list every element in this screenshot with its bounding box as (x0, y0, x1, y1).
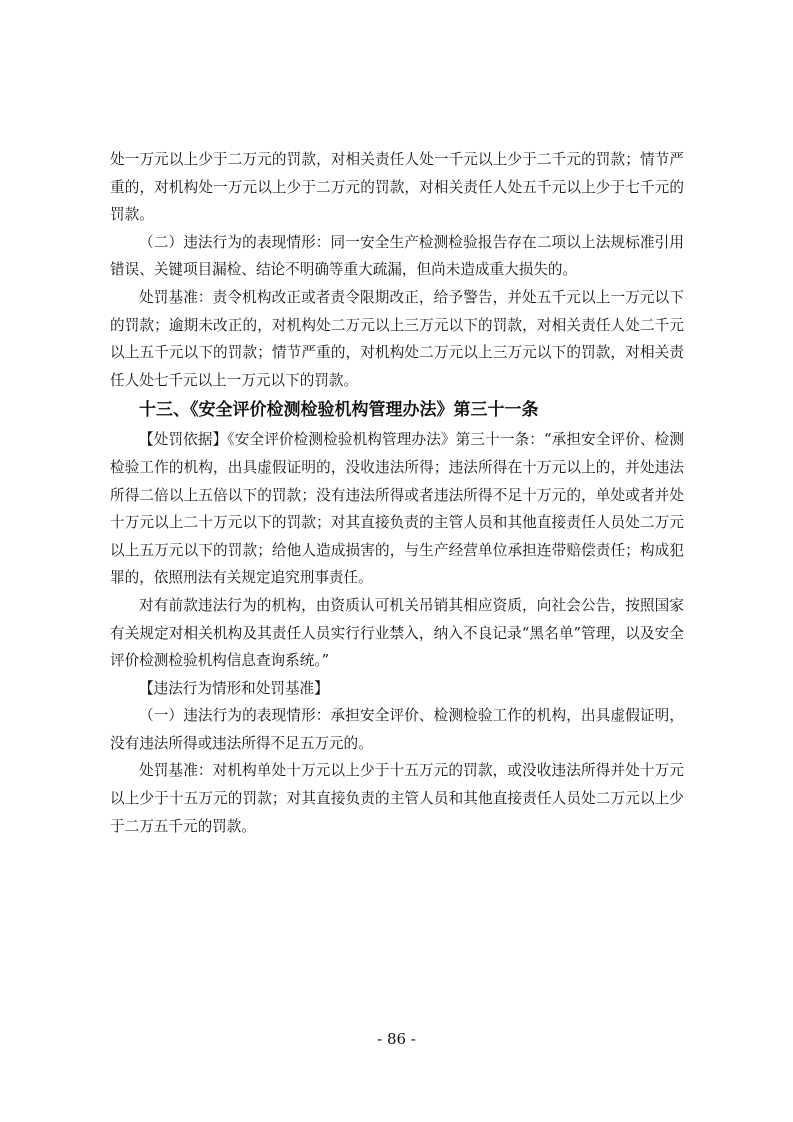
paragraph-legal-basis: 【处罚依据】《安全评价检测检验机构管理办法》第三十一条：“承担安全评价、检测检验工作的机构，出具虚假证明的，没收违法所得；违法所得在十万元以上的，并处违法所得二倍以上五倍以下的罚款；没有违法所得或者违法所得不足十万元的，单处或者并处十万元以上二十万元以下的罚款；对其直接负责的主管人员和其他直接责任人员处二万元以上五万元以下的罚款；给他人造成损害的，与生产经营单位承担连带赔偿责任；构成犯罪的，依照刑法有关规定追究刑事责任。 (110, 431, 684, 587)
paragraph-violation-case-1: （一）违法行为的表现情形：承担安全评价、检测检验工作的机构，出具虚假证明，没有违法所得或违法所得不足五万元的。 (110, 707, 684, 752)
paragraph-revocation-clause: 对有前款违法行为的机构，由资质认可机关吊销其相应资质，向社会公告，按照国家有关规定对相关机构及其责任人员实行行业禁入，纳入不良记录“黑名单”管理，以及安全评价检测检验机构信息查询系统。” (110, 596, 684, 670)
paragraph-penalty-standard-1: 处罚基准：对机构单处十万元以上少于十五万元的罚款，或没收违法所得并处十万元以上少于十五万元的罚款；对其直接负责的主管人员和其他直接责任人员处二万元以上少于二万五千元的罚款。 (110, 762, 684, 835)
paragraph-violation-case-2: （二）违法行为的表现情形：同一安全生产检测检验报告存在二项以上法规标准引用错误、关键项目漏检、结论不明确等重大疏漏，但尚未造成重大损失的。 (110, 233, 684, 279)
document-body (110, 146, 684, 840)
page-number: - 86 - (377, 1030, 416, 1048)
paragraph-penalty-continuation: 处一万元以上少于二万元的罚款，对相关责任人处一千元以上少于二千元的罚款；情节严重的，对机构处一万元以上少于二万元的罚款，对相关责任人处五千元以上少于七千元的罚款。 (110, 151, 684, 224)
paragraph-penalty-standard-2: 处罚基准：责令机构改正或者责令限期改正，给予警告，并处五千元以上一万元以下的罚款；逾期未改正的，对机构处二万元以上三万元以下的罚款，对相关责任人处二千元以上五千元以下的罚款；情节严重的，对机构处二万元以上三万元以下的罚款，对相关责任人处七千元以上一万元以下的罚款。 (110, 288, 684, 389)
section-heading-13: 十三、《安全评价检测检验机构管理办法》第三十一条 (139, 400, 539, 421)
paragraph-subheading-violation-standards: 【违法行为情形和处罚基准】 (139, 679, 329, 697)
